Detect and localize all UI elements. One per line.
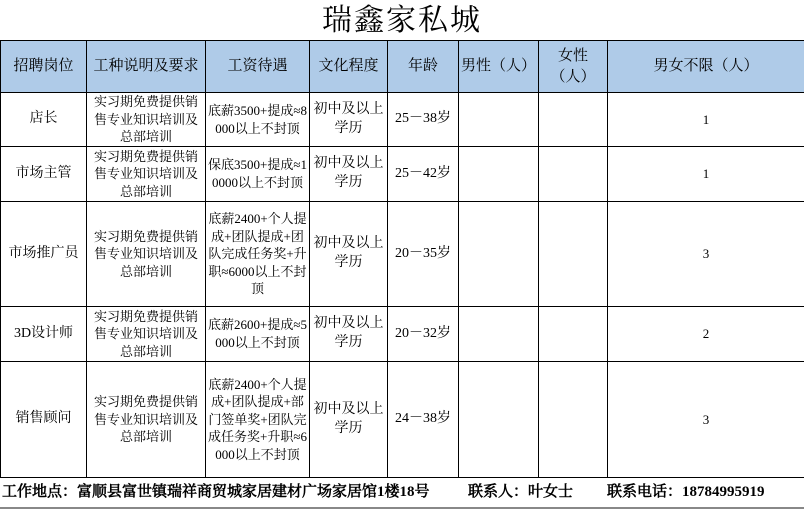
unlimited-count-cell: 2	[608, 307, 804, 362]
position-cell: 3D设计师	[1, 307, 87, 362]
work-location-text: 工作地点：富顺县富世镇瑞祥商贸城家居建材广场家居馆1楼18号	[2, 484, 430, 500]
table-row	[1, 362, 804, 478]
female-count-cell	[539, 93, 608, 147]
footer-bar	[0, 478, 804, 509]
unlimited-count-cell: 3	[608, 202, 804, 307]
description-cell: 实习期免费提供销售专业知识培训及总部培训	[87, 362, 206, 478]
contact-person-text: 联系人：叶女士	[468, 484, 574, 500]
header-description: 工种说明及要求	[87, 41, 206, 93]
table-row	[1, 307, 804, 362]
male-count-cell	[459, 147, 539, 202]
female-count-cell	[539, 362, 608, 478]
female-count-cell	[539, 147, 608, 202]
description-cell: 实习期免费提供销售专业知识培训及总部培训	[87, 202, 206, 307]
unlimited-count-cell: 3	[608, 362, 804, 478]
header-row	[1, 41, 804, 93]
page-title: 瑞鑫家私城	[322, 4, 482, 37]
position-cell: 店长	[1, 93, 87, 147]
education-cell: 初中及以上学历	[310, 307, 388, 362]
header-unlimited: 男女不限（人）	[608, 41, 804, 93]
male-count-cell	[459, 362, 539, 478]
age-cell: 25－42岁	[388, 147, 459, 202]
female-count-cell	[539, 307, 608, 362]
header-education: 文化程度	[310, 41, 388, 93]
salary-cell: 保底3500+提成≈10000以上不封顶	[206, 147, 310, 202]
education-cell: 初中及以上学历	[310, 93, 388, 147]
salary-cell: 底薪2400+个人提成+团队提成+团队完成任务奖+升职≈6000以上不封顶	[206, 202, 310, 307]
age-cell: 25－38岁	[388, 93, 459, 147]
male-count-cell	[459, 307, 539, 362]
header-salary: 工资待遇	[206, 41, 310, 93]
unlimited-count-cell: 1	[608, 147, 804, 202]
header-position: 招聘岗位	[1, 41, 87, 93]
recruitment-table	[0, 40, 804, 478]
description-cell: 实习期免费提供销售专业知识培训及总部培训	[87, 147, 206, 202]
description-cell: 实习期免费提供销售专业知识培训及总部培训	[87, 307, 206, 362]
education-cell: 初中及以上学历	[310, 147, 388, 202]
header-female: 女性（人）	[539, 41, 608, 93]
male-count-cell	[459, 93, 539, 147]
position-cell: 市场推广员	[1, 202, 87, 307]
header-age: 年龄	[388, 41, 459, 93]
age-cell: 20－35岁	[388, 202, 459, 307]
table-row	[1, 147, 804, 202]
table-row	[1, 93, 804, 147]
position-cell: 销售顾问	[1, 362, 87, 478]
age-cell: 24－38岁	[388, 362, 459, 478]
contact-phone-text: 联系电话：18784995919	[607, 484, 765, 500]
table-row	[1, 202, 804, 307]
salary-cell: 底薪3500+提成≈8000以上不封顶	[206, 93, 310, 147]
salary-cell: 底薪2600+提成≈5000以上不封顶	[206, 307, 310, 362]
education-cell: 初中及以上学历	[310, 202, 388, 307]
description-cell: 实习期免费提供销售专业知识培训及总部培训	[87, 93, 206, 147]
age-cell: 20－32岁	[388, 307, 459, 362]
education-cell: 初中及以上学历	[310, 362, 388, 478]
unlimited-count-cell: 1	[608, 93, 804, 147]
position-cell: 市场主管	[1, 147, 87, 202]
header-male: 男性（人）	[459, 41, 539, 93]
male-count-cell	[459, 202, 539, 307]
female-count-cell	[539, 202, 608, 307]
salary-cell: 底薪2400+个人提成+团队提成+部门签单奖+团队完成任务奖+升职≈6000以上不封顶	[206, 362, 310, 478]
